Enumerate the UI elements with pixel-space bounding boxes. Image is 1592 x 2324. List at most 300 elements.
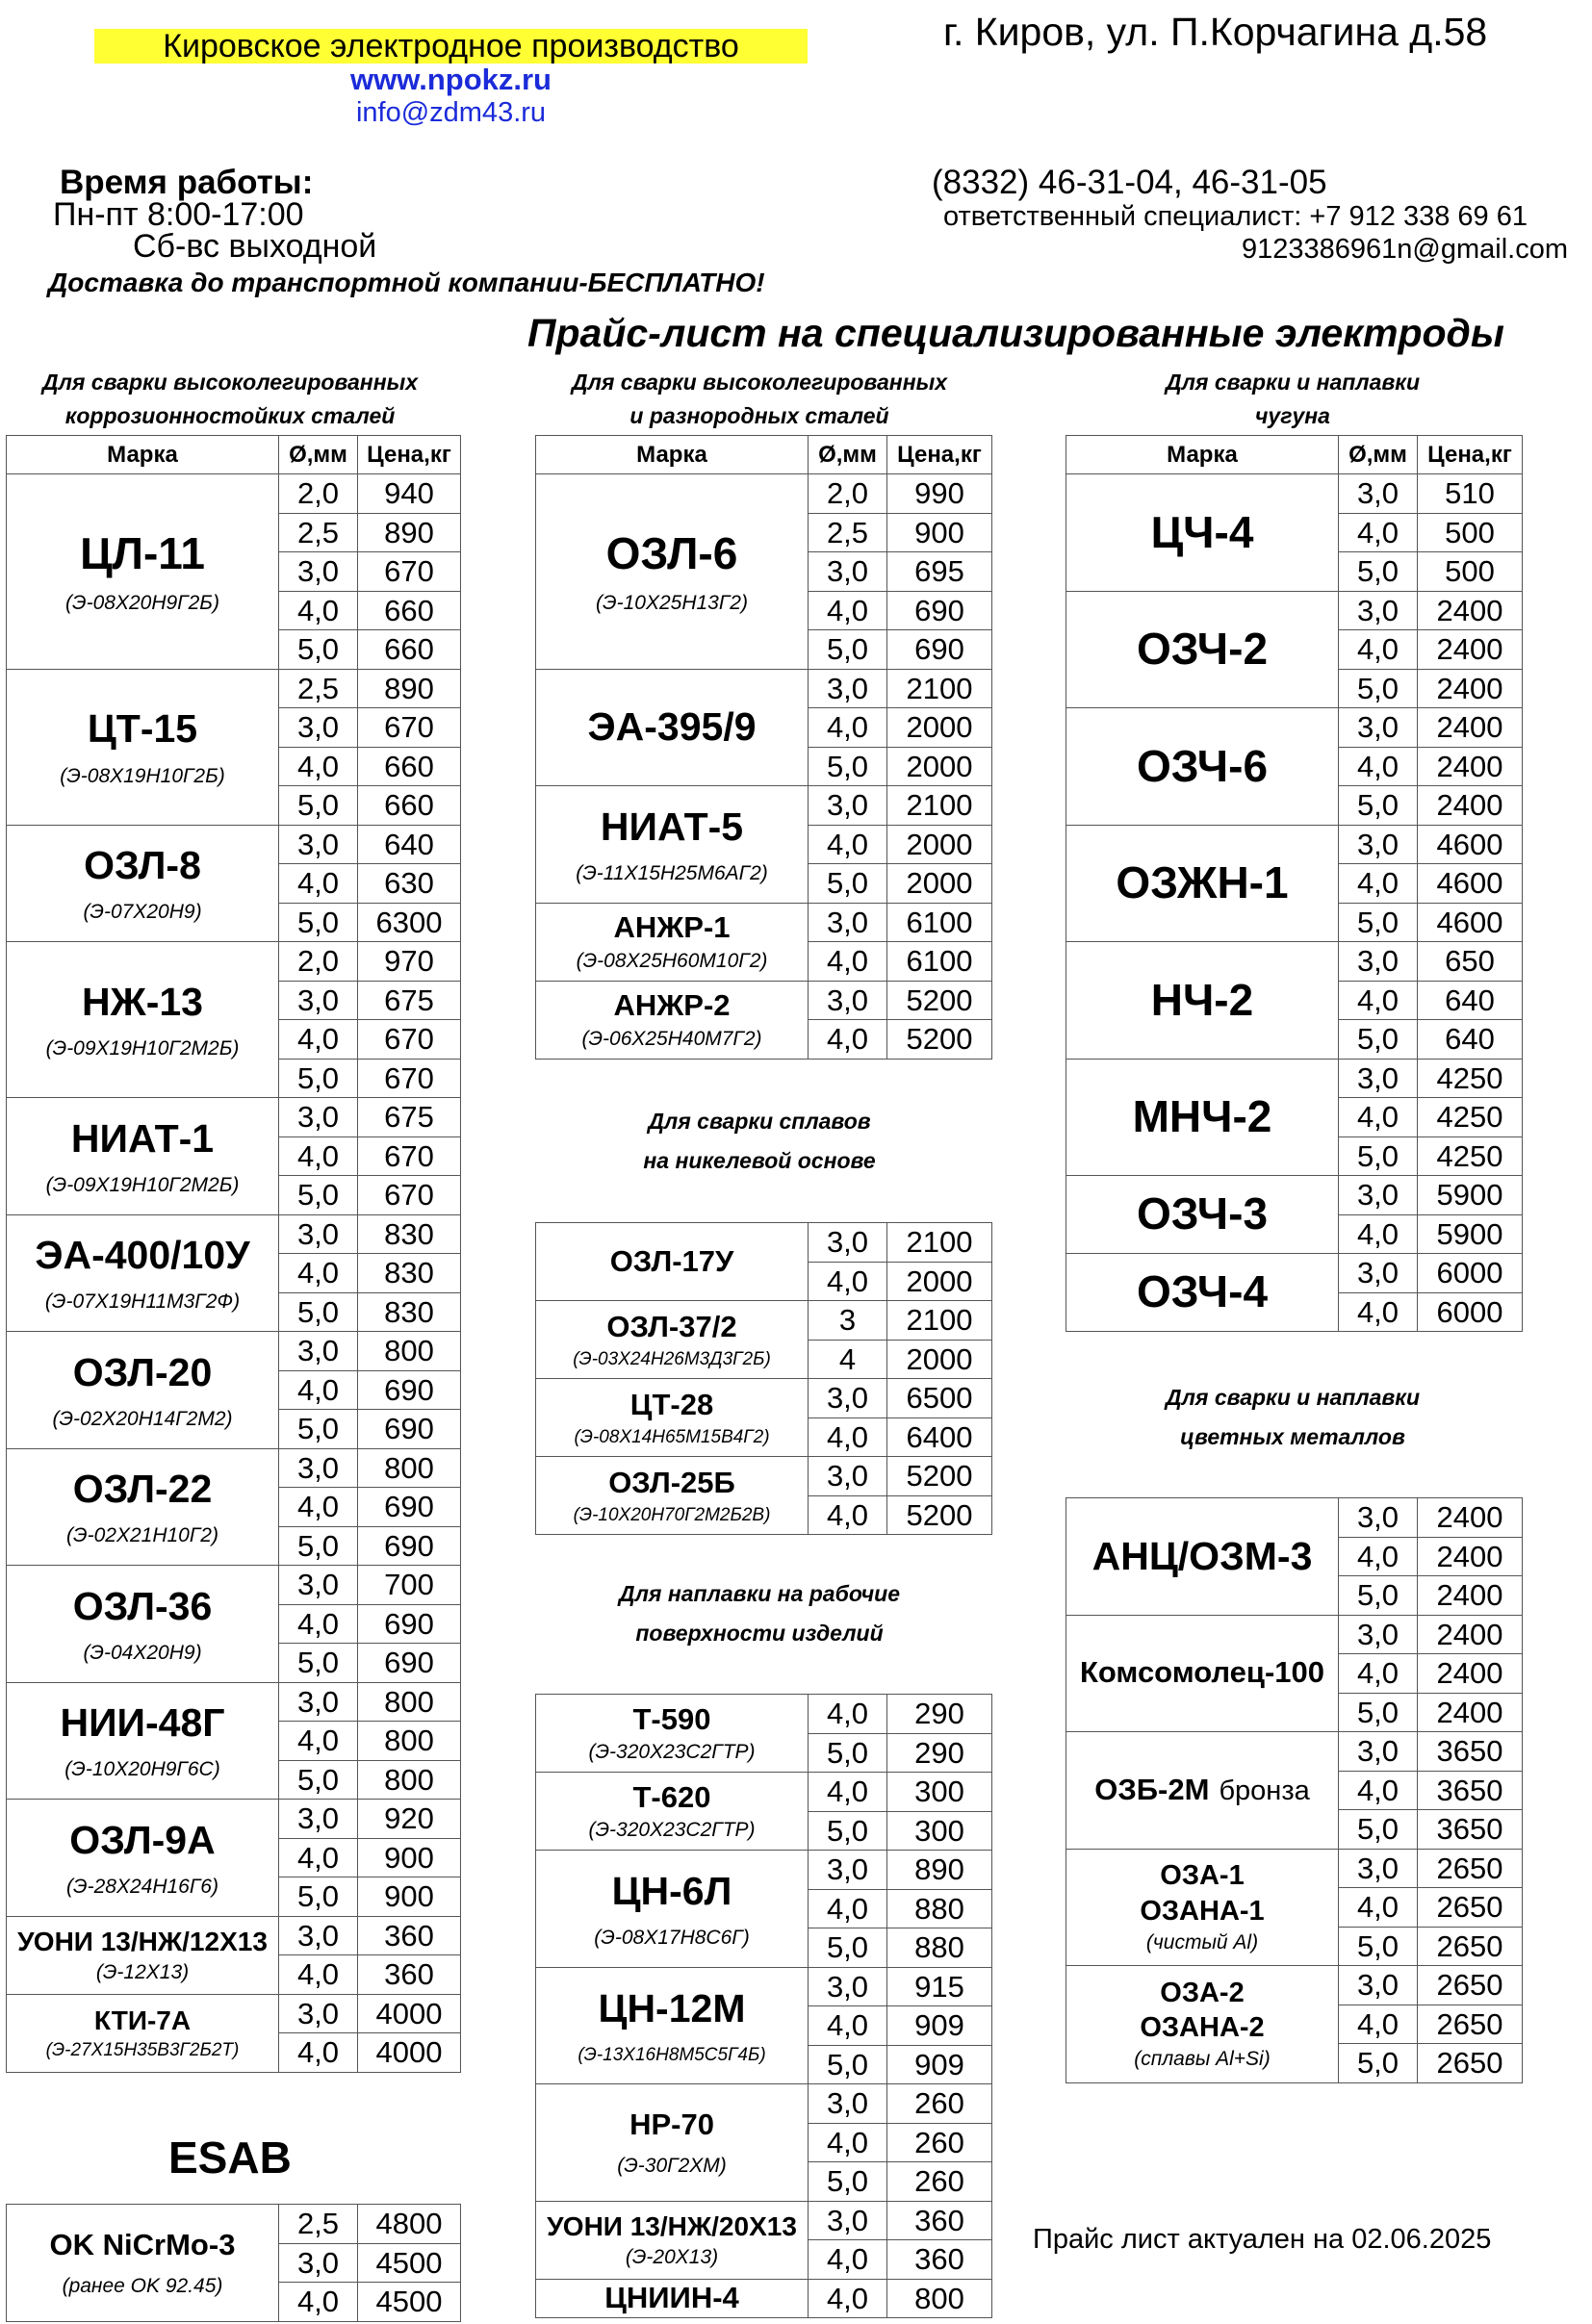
price-cell: 990 xyxy=(887,474,992,514)
brand-formula: (Э-320Х23С2ГТР) xyxy=(588,1819,756,1842)
diameter-cell: 4,0 xyxy=(1339,1537,1418,1576)
price-cell: 2650 xyxy=(1418,2044,1523,2083)
brand-cell-озл-25б xyxy=(536,1457,809,1535)
diameter-cell: 3,0 xyxy=(1339,1966,1418,2005)
diameter-cell: 4,0 xyxy=(1339,747,1418,786)
brand-formula: (Э-04Х20Н9) xyxy=(83,1641,202,1664)
diameter-cell: 5,0 xyxy=(1339,1136,1418,1176)
price-cell: 690 xyxy=(358,1410,461,1449)
diameter-cell: 4,0 xyxy=(279,1370,358,1410)
price-cell: 2000 xyxy=(887,1340,992,1379)
table-row xyxy=(536,2279,992,2318)
brand-name: ОЗА-1 xyxy=(1160,1860,1245,1892)
price-cell: 880 xyxy=(887,1889,992,1928)
diameter-cell: 4,0 xyxy=(1339,630,1418,670)
address: г. Киров, ул. П.Корчагина д.58 xyxy=(943,10,1488,54)
diameter-cell: 3,0 xyxy=(279,552,358,592)
price-cell: 800 xyxy=(358,1682,461,1722)
table-row xyxy=(536,786,992,826)
price-cell: 800 xyxy=(887,2279,992,2318)
brand-formula: (Э-10Х25Н13Г2) xyxy=(596,592,748,615)
table-row xyxy=(536,669,992,708)
diameter-cell: 3,0 xyxy=(1339,708,1418,748)
diameter-cell: 4 xyxy=(809,1340,887,1379)
table-row xyxy=(7,1800,461,1839)
diameter-cell: 3,0 xyxy=(1339,1732,1418,1772)
price-cell: 2400 xyxy=(1418,708,1523,748)
price-cell: 3650 xyxy=(1418,1810,1523,1850)
price-cell: 2000 xyxy=(887,864,992,904)
brand-formula: (Э-03Х24Н26М3Д3Г2Б) xyxy=(573,1348,771,1369)
diameter-cell: 3,0 xyxy=(809,1967,887,2006)
diameter-cell: 3,0 xyxy=(279,1332,358,1371)
diameter-cell: 4,0 xyxy=(809,708,887,748)
brand-cell-озл-22 xyxy=(7,1448,279,1566)
diameter-cell: 5,0 xyxy=(809,1811,887,1851)
price-cell: 660 xyxy=(358,630,461,670)
table-row xyxy=(536,2084,992,2124)
brand-formula: (Э-20Х13) xyxy=(625,2245,719,2268)
price-cell: 640 xyxy=(1418,1020,1523,1060)
price-cell: 3650 xyxy=(1418,1771,1523,1810)
price-cell: 2400 xyxy=(1418,630,1523,670)
diameter-cell: 5,0 xyxy=(1339,1927,1418,1966)
brand-cell-эа-400-10у xyxy=(7,1214,279,1332)
price-cell: 5900 xyxy=(1418,1214,1523,1254)
diameter-cell: 5,0 xyxy=(279,1644,358,1683)
brand-cell-озл-17у xyxy=(536,1223,809,1301)
price-cell: 6400 xyxy=(887,1417,992,1457)
price-cell: 640 xyxy=(358,825,461,864)
price-cell: 900 xyxy=(887,513,992,552)
brand-name: КТИ-7А xyxy=(93,2005,192,2036)
brand-cell-ниат-1 xyxy=(7,1098,279,1215)
price-cell: 500 xyxy=(1418,513,1523,552)
price-cell: 690 xyxy=(358,1370,461,1410)
brand-formula: (Э-02Х20Н14Г2М2) xyxy=(52,1407,233,1430)
diameter-cell: 4,0 xyxy=(279,2283,358,2322)
table-hardfacing xyxy=(535,1694,992,2318)
brand-cell-цт-15 xyxy=(7,669,279,825)
table-row xyxy=(7,825,461,864)
table-row xyxy=(7,1448,461,1488)
price-cell: 670 xyxy=(358,1176,461,1215)
brand-name: ОЗЛ-20 xyxy=(72,1349,213,1394)
brand-formula: (Э-30Г2ХМ) xyxy=(617,2154,727,2177)
price-cell: 290 xyxy=(887,1733,992,1773)
table-row xyxy=(1066,1849,1523,1888)
price-cell: 5200 xyxy=(887,1020,992,1060)
price-cell: 900 xyxy=(358,1877,461,1917)
price-cell: 2100 xyxy=(887,1223,992,1263)
brand-name: ЦЛ-11 xyxy=(80,527,205,578)
diameter-cell: 4,0 xyxy=(809,825,887,864)
price-cell: 670 xyxy=(358,708,461,748)
price-cell: 4000 xyxy=(358,1994,461,2033)
price-cell: 890 xyxy=(358,669,461,708)
diameter-cell: 3,0 xyxy=(809,2084,887,2124)
diameter-cell: 4,0 xyxy=(279,747,358,786)
diameter-cell: 3,0 xyxy=(1339,474,1418,514)
brand-cell-озч-6 xyxy=(1066,708,1339,826)
section-title-cast-iron: Для сварки и наплавки чугуна xyxy=(1165,370,1421,428)
diameter-cell: 4,0 xyxy=(279,1020,358,1060)
brand-cell-кти-7а xyxy=(7,1994,279,2072)
price-cell: 2000 xyxy=(887,825,992,864)
brand-name: НЧ-2 xyxy=(1150,974,1254,1025)
table-row xyxy=(536,1967,992,2006)
brand-name: ОЗА-2 xyxy=(1160,1977,1245,2008)
diameter-cell: 4,0 xyxy=(1339,864,1418,904)
brand-cell-анжр-1 xyxy=(536,903,809,981)
brand-formula: (Э-27Х15Н35В3Г2Б2Т) xyxy=(45,2040,240,2061)
diameter-cell: 4,0 xyxy=(279,1838,358,1877)
price-cell: 6500 xyxy=(887,1379,992,1418)
brand-cell-оза-2 xyxy=(1066,1966,1339,2083)
diameter-cell: 4,0 xyxy=(809,2240,887,2280)
diameter-cell: 4,0 xyxy=(279,1722,358,1761)
diameter-cell: 4,0 xyxy=(809,1889,887,1928)
diameter-cell: 3,0 xyxy=(809,2201,887,2240)
price-cell: 670 xyxy=(358,552,461,592)
email-link[interactable]: info@zdm43.ru xyxy=(355,97,547,128)
brand-name: ЦНИИН-4 xyxy=(604,2280,739,2314)
diameter-cell: 3,0 xyxy=(809,669,887,708)
brand-name: ЦТ-28 xyxy=(629,1387,714,1421)
column-header-brand: Марка xyxy=(7,436,279,474)
brand-cell-цл-11 xyxy=(7,474,279,670)
diameter-cell: 5,0 xyxy=(809,630,887,670)
brand-name: НИАТ-1 xyxy=(70,1115,215,1161)
brand-cell-озч-2 xyxy=(1066,591,1339,708)
diameter-cell: 5,0 xyxy=(809,1928,887,1968)
diameter-cell: 3,0 xyxy=(1339,1059,1418,1098)
brand-cell-озч-3 xyxy=(1066,1176,1339,1254)
price-cell: 4800 xyxy=(358,2205,461,2244)
column-header-brand: Марка xyxy=(536,436,809,474)
table-row xyxy=(7,1214,461,1254)
price-cell: 4250 xyxy=(1418,1098,1523,1137)
brand-cell-озл-36 xyxy=(7,1566,279,1683)
column-header-diameter: Ø,мм xyxy=(279,436,358,474)
price-cell: 5200 xyxy=(887,1495,992,1535)
diameter-cell: 5,0 xyxy=(1339,1576,1418,1616)
price-cell: 880 xyxy=(887,1928,992,1968)
table-row xyxy=(536,1695,992,1734)
specialist-email[interactable]: 9123386961n@gmail.com xyxy=(1242,234,1568,265)
brand-formula: (Э-12Х13) xyxy=(95,1960,190,1983)
price-cell: 2000 xyxy=(887,1262,992,1301)
price-cell: 890 xyxy=(358,513,461,552)
price-cell: 4250 xyxy=(1418,1059,1523,1098)
price-cell: 640 xyxy=(1418,981,1523,1020)
price-cell: 2400 xyxy=(1418,1654,1523,1694)
brand-cell-нр-70 xyxy=(536,2084,809,2202)
brand-cell-уони-13-нж-12х13 xyxy=(7,1916,279,1994)
diameter-cell: 5,0 xyxy=(809,747,887,786)
column-header-price: Цена,кг xyxy=(358,436,461,474)
price-cell: 2100 xyxy=(887,669,992,708)
brand-cell-озл-37-2 xyxy=(536,1301,809,1379)
brand-formula: (Э-11Х15Н25М6АГ2) xyxy=(576,861,768,884)
price-cell: 4600 xyxy=(1418,825,1523,864)
table-row xyxy=(7,1682,461,1722)
brand-name: УОНИ 13/НЖ/12Х13 xyxy=(17,1926,268,1956)
price-cell: 360 xyxy=(887,2201,992,2240)
diameter-cell: 4,0 xyxy=(809,942,887,982)
actual-date: Прайс лист актуален на 02.06.2025 xyxy=(1033,2224,1492,2255)
table-row xyxy=(536,1773,992,1812)
website-link[interactable]: www.npokz.ru xyxy=(350,63,552,96)
price-cell: 970 xyxy=(358,942,461,982)
table-header-row xyxy=(536,436,992,474)
price-cell: 690 xyxy=(358,1644,461,1683)
price-cell: 915 xyxy=(887,1967,992,2006)
price-cell: 940 xyxy=(358,474,461,514)
diameter-cell: 5,0 xyxy=(1339,1020,1418,1060)
diameter-cell: 4,0 xyxy=(809,1262,887,1301)
diameter-cell: 2,5 xyxy=(809,513,887,552)
brand-name: ОЗЛ-37/2 xyxy=(606,1309,737,1343)
table-row xyxy=(536,903,992,942)
brand-formula: (Э-08Х17Н8С6Г) xyxy=(594,1926,750,1949)
section-title-nickel: Для сварки сплавов на никелевой основе xyxy=(643,1109,876,1173)
brand-name: АНЖР-1 xyxy=(613,910,731,944)
price-cell: 4600 xyxy=(1418,903,1523,942)
diameter-cell: 5,0 xyxy=(1339,552,1418,592)
diameter-cell: 4,0 xyxy=(809,1773,887,1812)
brand-name: ОЗЧ-3 xyxy=(1136,1188,1269,1239)
diameter-cell: 4,0 xyxy=(809,2279,887,2318)
column-header-price: Цена,кг xyxy=(1418,436,1523,474)
table-row xyxy=(536,1851,992,1890)
table-row xyxy=(1066,1615,1523,1654)
table-row xyxy=(1066,708,1523,748)
brand-cell-нии-48г xyxy=(7,1682,279,1800)
diameter-cell: 4,0 xyxy=(279,1604,358,1644)
brand-name: ЦН-6Л xyxy=(611,1868,732,1913)
price-cell: 2650 xyxy=(1418,1927,1523,1966)
brand-cell-цт-28 xyxy=(536,1379,809,1457)
price-cell: 290 xyxy=(887,1695,992,1734)
delivery-note: Доставка до транспортной компании-БЕСПЛАТНО! xyxy=(48,268,765,297)
price-cell: 660 xyxy=(358,747,461,786)
brand-name: OK NiCrMo-3 xyxy=(49,2227,236,2261)
price-cell: 6100 xyxy=(887,903,992,942)
price-cell: 2400 xyxy=(1418,1498,1523,1538)
brand-formula: (Э-28Х24Н16Г6) xyxy=(66,1875,218,1898)
table-row xyxy=(536,474,992,514)
price-cell: 830 xyxy=(358,1254,461,1293)
table-row xyxy=(7,1994,461,2033)
diameter-cell: 4,0 xyxy=(1339,1098,1418,1137)
brand-name: ЦТ-15 xyxy=(87,706,198,752)
column-header-diameter: Ø,мм xyxy=(1339,436,1418,474)
table-header-row xyxy=(1066,436,1523,474)
brand-formula: (Э-06Х25Н40М7Г2) xyxy=(581,1027,762,1050)
table-row xyxy=(7,1332,461,1371)
price-cell: 2650 xyxy=(1418,2005,1523,2044)
diameter-cell: 5,0 xyxy=(1339,786,1418,826)
price-cell: 700 xyxy=(358,1566,461,1605)
hours-title: Время работы: xyxy=(60,164,314,201)
brand-name: АНЖР-2 xyxy=(613,988,731,1022)
diameter-cell: 5,0 xyxy=(809,1733,887,1773)
table-row xyxy=(536,1223,992,1263)
price-cell: 2100 xyxy=(887,1301,992,1341)
diameter-cell: 3 xyxy=(809,1301,887,1341)
table-cast-iron xyxy=(1066,435,1523,1332)
diameter-cell: 3,0 xyxy=(279,1994,358,2033)
diameter-cell: 4,0 xyxy=(1339,1654,1418,1694)
diameter-cell: 3,0 xyxy=(1339,825,1418,864)
diameter-cell: 5,0 xyxy=(279,1526,358,1566)
table-row xyxy=(7,669,461,708)
brand-name: Т-590 xyxy=(632,1701,711,1736)
section-title-hardfacing: Для наплавки на рабочие поверхности изделий xyxy=(619,1581,900,1646)
diameter-cell: 5,0 xyxy=(809,2162,887,2202)
brand-name: НИИ-48Г xyxy=(60,1700,225,1745)
brand-cell-анц-озм-3 xyxy=(1066,1498,1339,1616)
diameter-cell: 5,0 xyxy=(1339,903,1418,942)
diameter-cell: 3,0 xyxy=(279,1800,358,1839)
price-cell: 800 xyxy=(358,1760,461,1800)
brand-name: ОЗЛ-36 xyxy=(72,1583,213,1628)
price-cell: 3650 xyxy=(1418,1732,1523,1772)
diameter-cell: 2,0 xyxy=(279,942,358,982)
price-cell: 4250 xyxy=(1418,1136,1523,1176)
table-nonferrous xyxy=(1066,1497,1523,2083)
price-cell: 690 xyxy=(358,1488,461,1527)
diameter-cell: 5,0 xyxy=(1339,669,1418,708)
table-row xyxy=(1066,1498,1523,1538)
price-cell: 6000 xyxy=(1418,1254,1523,1293)
brand-formula: (Э-08Х19Н10Г2Б) xyxy=(60,764,225,787)
brand-name: НР-70 xyxy=(629,2107,714,2141)
price-cell: 800 xyxy=(358,1722,461,1761)
brand-cell-озл-6 xyxy=(536,474,809,670)
price-cell: 6300 xyxy=(358,903,461,942)
table-row xyxy=(1066,1254,1523,1293)
price-cell: 2400 xyxy=(1418,747,1523,786)
table-nickel xyxy=(535,1222,992,1535)
table-row xyxy=(536,1457,992,1496)
diameter-cell: 5,0 xyxy=(279,903,358,942)
phone-numbers: (8332) 46-31-04, 46-31-05 xyxy=(932,164,1327,201)
diameter-cell: 5,0 xyxy=(1339,2044,1418,2083)
brand-cell-ok-nicrmo-3 xyxy=(7,2205,279,2322)
price-cell: 5200 xyxy=(887,981,992,1020)
table-row xyxy=(1066,1732,1523,1772)
diameter-cell: 3,0 xyxy=(1339,1498,1418,1538)
brand-name: ОЗБ-2М бронза xyxy=(1094,1772,1310,1806)
brand-formula: (Э-07Х20Н9) xyxy=(83,901,202,924)
table-row xyxy=(7,1098,461,1137)
brand-name: ОЗЧ-2 xyxy=(1136,624,1269,674)
brand-cell-мнч-2 xyxy=(1066,1059,1339,1176)
diameter-cell: 2,0 xyxy=(809,474,887,514)
brand-formula: (Э-09Х19Н10Г2М2Б) xyxy=(45,1173,240,1196)
price-cell: 5200 xyxy=(887,1457,992,1496)
table-corrosion xyxy=(6,435,461,2073)
price-cell: 2400 xyxy=(1418,1537,1523,1576)
diameter-cell: 3,0 xyxy=(1339,942,1418,982)
price-cell: 2400 xyxy=(1418,591,1523,630)
diameter-cell: 3,0 xyxy=(279,1448,358,1488)
column-header-price: Цена,кг xyxy=(887,436,992,474)
price-cell: 660 xyxy=(358,786,461,826)
price-cell: 360 xyxy=(358,1955,461,1995)
brand-cell-цниин-4 xyxy=(536,2279,809,2318)
brand-cell-озжн-1 xyxy=(1066,825,1339,942)
price-cell: 690 xyxy=(358,1604,461,1644)
brand-name: ОЗЛ-9А xyxy=(69,1817,216,1862)
diameter-cell: 5,0 xyxy=(1339,1810,1418,1850)
diameter-cell: 3,0 xyxy=(1339,1615,1418,1654)
table-row xyxy=(1066,1059,1523,1098)
section-title-corrosion: Для сварки высоколегированных коррозионностойких сталей xyxy=(41,370,419,428)
diameter-cell: 3,0 xyxy=(279,981,358,1020)
brand-name: Комсомолец-100 xyxy=(1079,1655,1325,1690)
brand-name: ОЗЧ-4 xyxy=(1136,1266,1269,1317)
diameter-cell: 3,0 xyxy=(1339,1254,1418,1293)
table-row xyxy=(7,942,461,982)
price-cell: 2400 xyxy=(1418,669,1523,708)
brand-formula: (сплавы Al+Si) xyxy=(1134,2048,1271,2071)
price-cell: 920 xyxy=(358,1800,461,1839)
brand-name: ОЗЛ-22 xyxy=(72,1467,213,1511)
diameter-cell: 3,0 xyxy=(809,1457,887,1496)
table-row xyxy=(7,2205,461,2244)
brand-cell-озл-8 xyxy=(7,825,279,942)
brand-formula: (Э-320Х23С2ГТР) xyxy=(588,1741,756,1764)
diameter-cell: 3,0 xyxy=(279,2243,358,2283)
price-cell: 670 xyxy=(358,1136,461,1176)
diameter-cell: 3,0 xyxy=(279,708,358,748)
brand-cell-анжр-2 xyxy=(536,981,809,1059)
diameter-cell: 2,5 xyxy=(279,513,358,552)
brand-cell-озл-20 xyxy=(7,1332,279,1449)
diameter-cell: 5,0 xyxy=(1339,1693,1418,1732)
hours-weekend: Сб-вс выходной xyxy=(133,228,377,265)
price-cell: 830 xyxy=(358,1214,461,1254)
brand-name: ЭА-395/9 xyxy=(587,704,757,750)
diameter-cell: 3,0 xyxy=(279,1916,358,1955)
diameter-cell: 3,0 xyxy=(279,1098,358,1137)
diameter-cell: 3,0 xyxy=(809,786,887,826)
table-row xyxy=(536,1379,992,1418)
brand-formula: (Э-08Х25Н60М10Г2) xyxy=(576,949,768,972)
diameter-cell: 5,0 xyxy=(809,864,887,904)
price-cell: 2000 xyxy=(887,708,992,748)
diameter-cell: 3,0 xyxy=(809,552,887,592)
brand-cell-цн-6л xyxy=(536,1851,809,1968)
brand-name: ЭА-400/10У xyxy=(35,1233,250,1277)
table-row xyxy=(1066,591,1523,630)
price-cell: 2000 xyxy=(887,747,992,786)
price-cell: 4500 xyxy=(358,2283,461,2322)
price-cell: 830 xyxy=(358,1292,461,1332)
price-cell: 360 xyxy=(887,2240,992,2280)
price-cell: 630 xyxy=(358,864,461,904)
brand-name: ЦН-12М xyxy=(598,1986,746,2031)
price-cell: 670 xyxy=(358,1059,461,1098)
diameter-cell: 3,0 xyxy=(1339,1176,1418,1215)
price-cell: 909 xyxy=(887,2045,992,2084)
price-cell: 690 xyxy=(887,591,992,630)
table-row xyxy=(1066,474,1523,514)
diameter-cell: 3,0 xyxy=(809,981,887,1020)
